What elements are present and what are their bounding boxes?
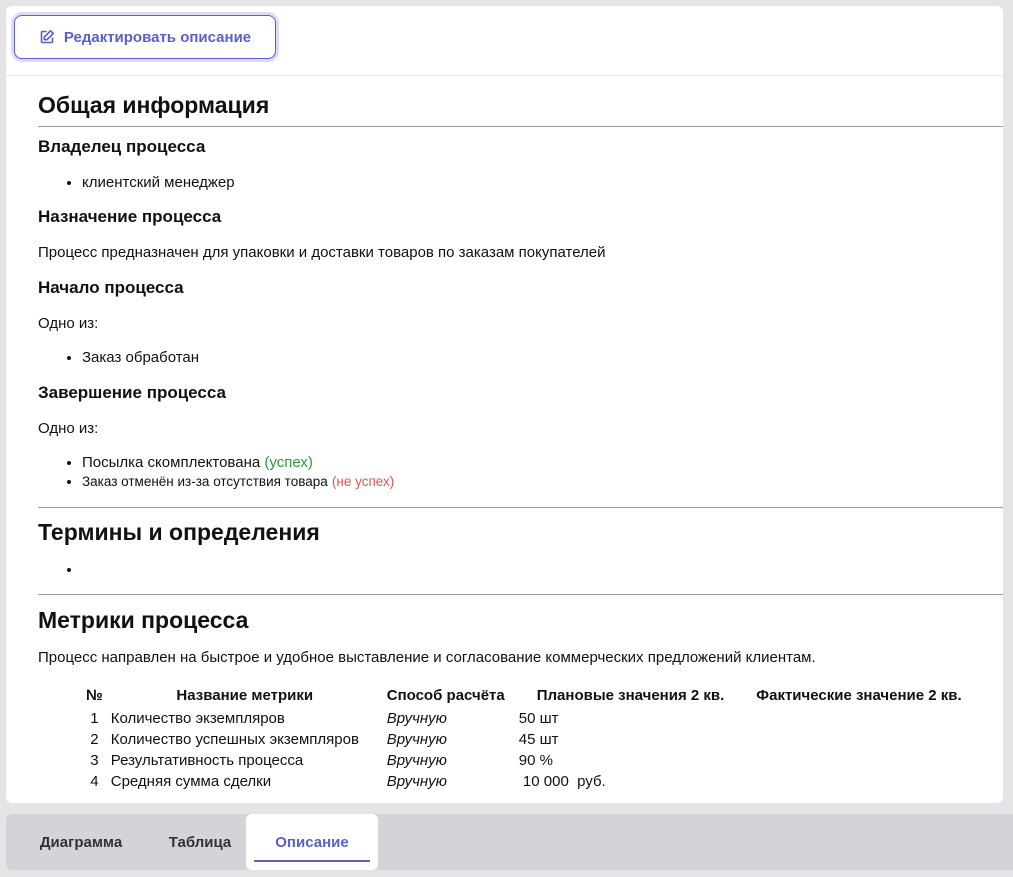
metric-plan: 45 шт [518, 731, 559, 748]
table-row [82, 771, 966, 792]
metric-name: Средняя сумма сделки [110, 773, 272, 790]
end-item-text: Заказ отменён из-за отсутствия товара [82, 474, 328, 489]
column-header: № [86, 687, 103, 704]
table-row [82, 729, 966, 750]
metric-plan: 90 % [518, 752, 553, 769]
metric-fact [728, 729, 965, 750]
section-title-metrics: Метрики процесса [38, 607, 249, 633]
divider [38, 507, 1003, 508]
row-number: 3 [90, 752, 99, 769]
column-header: Фактические значение 2 кв. [756, 687, 962, 704]
list-item [82, 560, 86, 579]
divider [38, 594, 1003, 595]
divider [38, 126, 1003, 127]
owner-heading: Владелец процесса [38, 137, 206, 156]
row-number: 2 [90, 731, 99, 748]
toolbar [6, 6, 1003, 76]
metric-name: Результативность процесса [110, 752, 304, 769]
start-intro: Одно из: [38, 315, 99, 332]
end-item-text: Посылка скомплектована [82, 454, 261, 471]
metric-method: Вручную [386, 773, 447, 790]
row-number: 4 [90, 773, 99, 790]
purpose-text: Процесс предназначен для упаковки и доставки товаров по заказам покупателей [38, 244, 606, 261]
end-list [38, 453, 394, 491]
end-heading: Завершение процесса [38, 383, 226, 402]
metric-method: Вручную [386, 731, 447, 748]
tab-description[interactable] [246, 814, 378, 870]
table-row [82, 750, 966, 771]
metric-fact [728, 771, 965, 792]
list-item [82, 472, 394, 491]
list-item: • клиентский менеджер [82, 173, 235, 192]
metric-fact [728, 750, 965, 771]
metric-name: Количество успешных экземпляров [110, 731, 359, 748]
edit-description-label: Редактировать описание [63, 28, 252, 46]
status-fail: (не успех) [331, 474, 395, 489]
metric-method: Вручную [386, 710, 447, 727]
tab-table[interactable]: Таблица [168, 833, 232, 851]
list-item: • Заказ обработан [82, 348, 199, 367]
tab-diagram[interactable]: Диаграмма [39, 833, 123, 851]
metric-fact [728, 708, 965, 729]
owner-list [38, 173, 235, 192]
metric-name: Количество экземпляров [110, 710, 285, 727]
status-success: (успех) [264, 454, 313, 471]
metric-plan: 10 000 руб. [518, 773, 606, 790]
table-header-row [82, 687, 966, 708]
section-title-general: Общая информация [38, 92, 270, 118]
row-number: 1 [90, 710, 99, 727]
end-intro: Одно из: [38, 420, 99, 437]
description-panel [6, 6, 1003, 803]
column-header: Плановые значения 2 кв. [536, 687, 725, 704]
start-list [38, 348, 199, 367]
start-heading: Начало процесса [38, 278, 184, 297]
column-header: Способ расчёта [386, 687, 505, 704]
terms-list [38, 560, 86, 579]
active-tab-indicator [254, 860, 370, 862]
purpose-heading: Назначение процесса [38, 207, 222, 226]
edit-description-button[interactable] [14, 15, 276, 59]
edit-icon [39, 29, 55, 45]
view-tabs [6, 814, 1013, 870]
metrics-intro: Процесс направлен на быстрое и удобное выставление и согласование коммерческих предложений клиентам. [38, 649, 816, 666]
table-row [82, 708, 966, 729]
list-item [82, 453, 394, 472]
section-title-terms: Термины и определения [38, 519, 320, 545]
metric-plan: 50 шт [518, 710, 559, 727]
metric-method: Вручную [386, 752, 447, 769]
column-header: Название метрики [176, 687, 314, 704]
metrics-table [82, 687, 966, 792]
tab-description-label: Описание [275, 833, 349, 851]
